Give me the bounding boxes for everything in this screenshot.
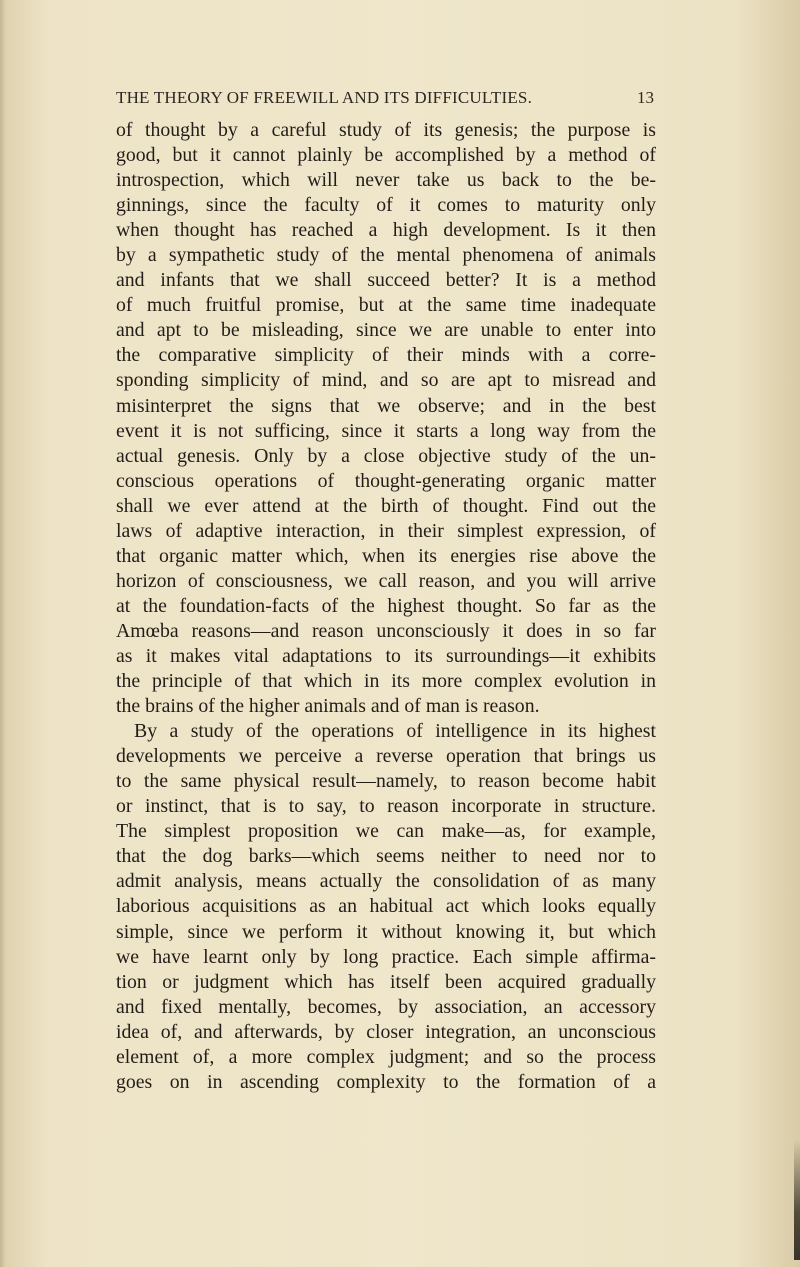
text-line: tion or judgment which has itself been acquired gradually bbox=[116, 970, 656, 993]
page-gutter-shadow bbox=[0, 0, 6, 1267]
running-head bbox=[116, 88, 654, 112]
text-line: ginnings, since the faculty of it comes to maturity only bbox=[116, 194, 656, 217]
text-line: good, but it cannot plainly be accomplished by a method of bbox=[116, 144, 656, 167]
text-line: The simplest proposition we can make—as, for example, bbox=[116, 820, 656, 843]
text-line: to the same physical result—namely, to reason become habit bbox=[116, 770, 656, 793]
text-line: when thought has reached a high development. Is it then bbox=[116, 219, 656, 242]
text-line: simple, since we perform it without knowing it, but which bbox=[116, 920, 656, 943]
text-line: sponding simplicity of mind, and so are apt to misread and bbox=[116, 369, 656, 392]
text-line: introspection, which will never take us back to the be- bbox=[116, 169, 656, 192]
text-line: event it is not sufficing, since it starts a long way from the bbox=[116, 419, 656, 442]
text-line: of thought by a careful study of its genesis; the purpose is bbox=[116, 119, 656, 141]
text-line: laws of adaptive interaction, in their simplest expression, of bbox=[116, 519, 656, 542]
text-line: and apt to be misleading, since we are unable to enter into bbox=[116, 319, 656, 342]
text-line: by a sympathetic study of the mental phenomena of animals bbox=[116, 244, 656, 267]
text-line: shall we ever attend at the birth of thought. Find out the bbox=[116, 494, 656, 517]
text-line: goes on in ascending complexity to the formation of a bbox=[116, 1070, 656, 1093]
text-line: the comparative simplicity of their minds with a corre- bbox=[116, 344, 656, 367]
text-line: we have learnt only by long practice. Each simple affirma- bbox=[116, 945, 656, 968]
text-line: conscious operations of thought-generating organic matter bbox=[116, 469, 656, 492]
text-line: actual genesis. Only by a close objective study of the un- bbox=[116, 444, 656, 467]
text-line: developments we perceive a reverse operation that brings us bbox=[116, 745, 656, 768]
paragraph-end-line: the brains of the higher animals and of man is reason. bbox=[116, 695, 540, 718]
text-line: the principle of that which in its more complex evolution in bbox=[116, 670, 656, 693]
text-line: laborious acquisitions as an habitual act which looks equally bbox=[116, 895, 656, 918]
paragraph-start-line: By a study of the operations of intelligence in its highest bbox=[134, 720, 656, 743]
text-line: or instinct, that is to say, to reason incorporate in structure. bbox=[116, 795, 656, 818]
body-text bbox=[116, 118, 656, 1095]
text-line: as it makes vital adaptations to its surroundings—it exhibits bbox=[116, 644, 656, 667]
page-edge-mark bbox=[794, 1140, 800, 1260]
text-line: at the foundation-facts of the highest thought. So far as the bbox=[116, 594, 656, 617]
text-line: idea of, and afterwards, by closer integration, an unconscious bbox=[116, 1020, 656, 1043]
text-line: of much fruitful promise, but at the same time inadequate bbox=[116, 294, 656, 317]
text-line: horizon of consciousness, we call reason, and you will arrive bbox=[116, 569, 656, 592]
page-number: 13 bbox=[637, 88, 654, 107]
text-line: admit analysis, means actually the consolidation of as many bbox=[116, 870, 656, 893]
text-line: Amœba reasons—and reason unconsciously it does in so far bbox=[116, 619, 656, 642]
text-line: element of, a more complex judgment; and so the process bbox=[116, 1045, 656, 1068]
text-line: that organic matter which, when its energies rise above the bbox=[116, 544, 656, 567]
text-line: that the dog barks—which seems neither to need nor to bbox=[116, 845, 656, 868]
text-line: misinterpret the signs that we observe; and in the best bbox=[116, 394, 656, 417]
text-line: and infants that we shall succeed better? It is a method bbox=[116, 269, 656, 292]
text-line: and fixed mentally, becomes, by association, an accessory bbox=[116, 995, 656, 1018]
running-title: THE THEORY OF FREEWILL AND ITS DIFFICULTIES. bbox=[116, 88, 533, 107]
